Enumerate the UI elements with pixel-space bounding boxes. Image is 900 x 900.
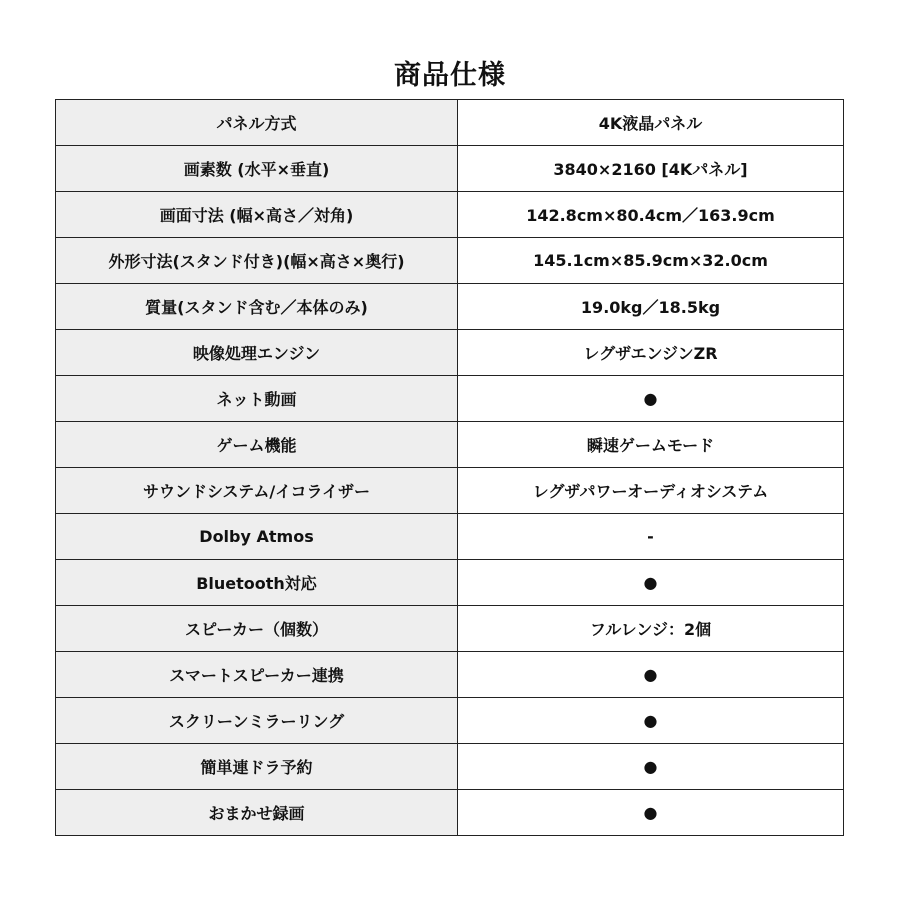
table-row	[56, 652, 844, 698]
spec-label-resolution: 画素数 (水平×垂直)	[56, 146, 458, 192]
table-row	[56, 468, 844, 514]
table-row	[56, 284, 844, 330]
table-row	[56, 606, 844, 652]
spec-value-dimensions: 145.1cm×85.9cm×32.0cm	[458, 238, 844, 284]
spec-label-smart-speaker: スマートスピーカー連携	[56, 652, 458, 698]
spec-value-screen-mirroring: ●	[458, 698, 844, 744]
spec-label-dimensions: 外形寸法(スタンド付き)(幅×高さ×奥行)	[56, 238, 458, 284]
spec-label-bluetooth: Bluetooth対応	[56, 560, 458, 606]
spec-value-net-video: ●	[458, 376, 844, 422]
spec-table	[55, 99, 844, 836]
spec-value-resolution: 3840×2160 [4Kパネル]	[458, 146, 844, 192]
spec-label-weight: 質量(スタンド含む／本体のみ)	[56, 284, 458, 330]
table-row	[56, 330, 844, 376]
spec-value-bluetooth: ●	[458, 560, 844, 606]
spec-label-drama-recording: 簡単連ドラ予約	[56, 744, 458, 790]
spec-label-screen-size: 画面寸法 (幅×高さ／対角)	[56, 192, 458, 238]
spec-value-auto-recording: ●	[458, 790, 844, 836]
spec-value-drama-recording: ●	[458, 744, 844, 790]
table-row	[56, 560, 844, 606]
table-row	[56, 238, 844, 284]
spec-value-speakers: フルレンジ：2個	[458, 606, 844, 652]
spec-label-auto-recording: おまかせ録画	[56, 790, 458, 836]
table-row	[56, 514, 844, 560]
spec-value-sound-system: レグザパワーオーディオシステム	[458, 468, 844, 514]
spec-value-screen-size: 142.8cm×80.4cm／163.9cm	[458, 192, 844, 238]
spec-label-sound-system: サウンドシステム/イコライザー	[56, 468, 458, 514]
table-row	[56, 376, 844, 422]
table-row	[56, 744, 844, 790]
table-row	[56, 698, 844, 744]
spec-label-dolby-atmos: Dolby Atmos	[56, 514, 458, 560]
spec-value-dolby-atmos: -	[458, 514, 844, 560]
table-row	[56, 192, 844, 238]
page-title: 商品仕様	[394, 60, 506, 91]
table-row	[56, 100, 844, 146]
spec-value-panel-type: 4K液晶パネル	[458, 100, 844, 146]
spec-label-panel-type: パネル方式	[56, 100, 458, 146]
table-row	[56, 790, 844, 836]
spec-value-weight: 19.0kg／18.5kg	[458, 284, 844, 330]
spec-value-smart-speaker: ●	[458, 652, 844, 698]
spec-value-engine: レグザエンジンZR	[458, 330, 844, 376]
table-row	[56, 422, 844, 468]
spec-label-speakers: スピーカー（個数）	[56, 606, 458, 652]
table-row	[56, 146, 844, 192]
spec-label-net-video: ネット動画	[56, 376, 458, 422]
spec-label-game: ゲーム機能	[56, 422, 458, 468]
spec-label-engine: 映像処理エンジン	[56, 330, 458, 376]
spec-value-game: 瞬速ゲームモード	[458, 422, 844, 468]
spec-label-screen-mirroring: スクリーンミラーリング	[56, 698, 458, 744]
